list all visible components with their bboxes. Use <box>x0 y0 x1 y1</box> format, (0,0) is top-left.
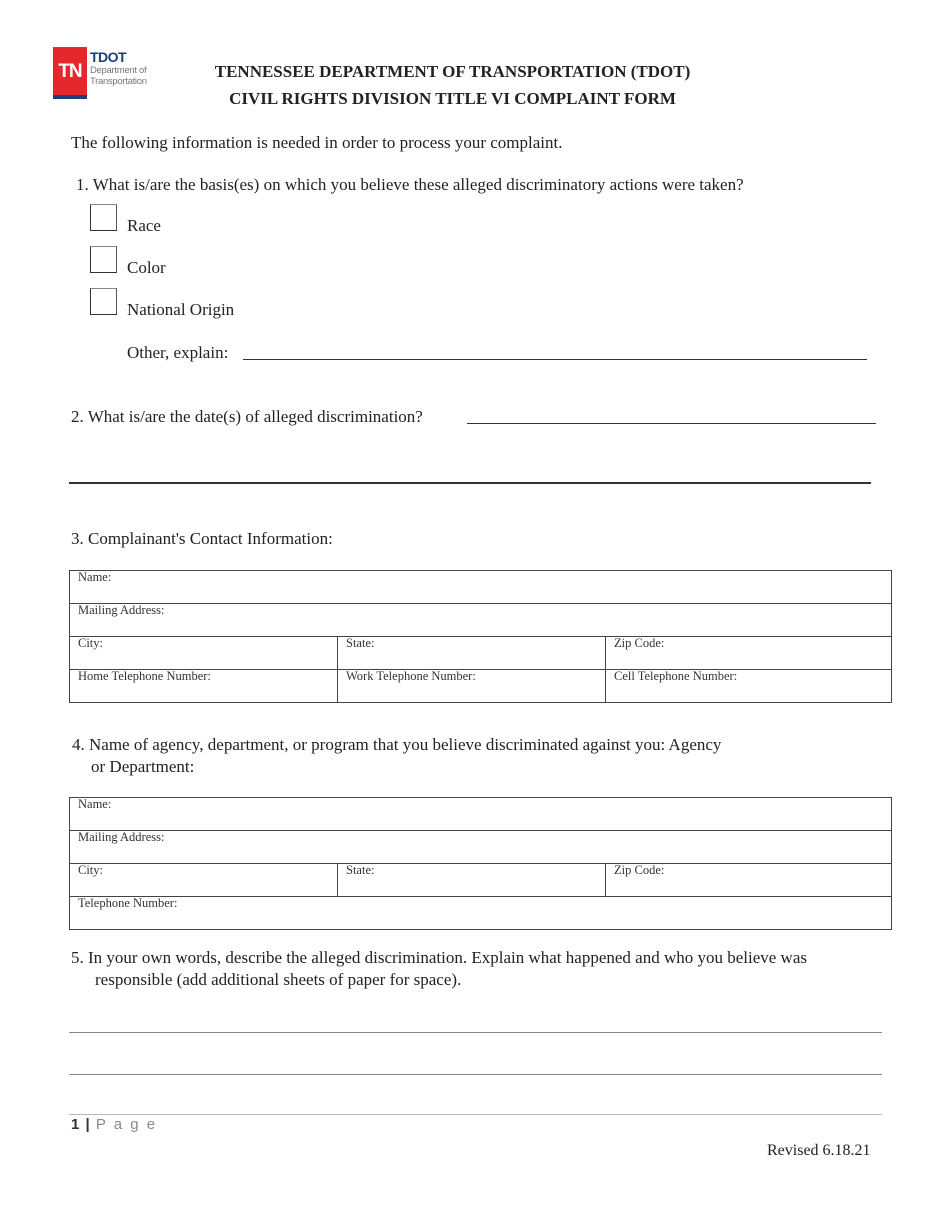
page-word: P a g e <box>95 1116 158 1133</box>
q2-text: 2. What is/are the date(s) of alleged discrimination? <box>71 407 423 426</box>
home-phone-field[interactable] <box>70 670 338 703</box>
other-explain-field[interactable] <box>243 359 867 360</box>
logo-line1: Department of <box>90 65 147 76</box>
agency-phone-field[interactable] <box>70 897 892 930</box>
page-footer: 1 | P a g e <box>71 1116 158 1133</box>
q4-text-line2: or Department: <box>91 757 195 776</box>
q3-title: 3. Complainant's Contact Information: <box>71 529 333 548</box>
work-phone-field[interactable] <box>338 670 606 703</box>
race-checkbox[interactable] <box>90 204 117 231</box>
cell-phone-field[interactable] <box>606 670 892 703</box>
logo-name: TDOT <box>90 49 127 65</box>
agency-zip-field[interactable] <box>606 864 892 897</box>
state-label: State: <box>346 636 375 650</box>
complainant-state-field[interactable] <box>338 637 606 670</box>
national-origin-checkbox[interactable] <box>90 288 117 315</box>
complainant-name-field[interactable] <box>70 571 892 604</box>
national-origin-label: National Origin <box>127 300 235 319</box>
zip-label: Zip Code: <box>614 636 665 650</box>
agency-state-field[interactable] <box>338 864 606 897</box>
intro-text: The following information is needed in order to process your complaint. <box>71 133 563 152</box>
revised-date: Revised 6.18.21 <box>767 1142 871 1159</box>
page-number: 1 <box>71 1116 80 1133</box>
agency-city-label: City: <box>78 863 104 877</box>
q1-text: 1. What is/are the basis(es) on which you believe these alleged discriminatory actions were taken? <box>76 175 744 194</box>
agency-state-label: State: <box>346 863 375 877</box>
logo-underline <box>53 95 87 99</box>
mailing-label: Mailing Address: <box>78 603 165 617</box>
other-explain-label: Other, explain: <box>127 343 229 362</box>
agency-phone-label: Telephone Number: <box>78 896 178 910</box>
tn-badge: TN <box>53 47 87 97</box>
dates-field-line2[interactable] <box>69 482 871 484</box>
name-label: Name: <box>78 570 112 584</box>
q5-text-line1: 5. In your own words, describe the alleged discrimination. Explain what happened and who you believe was <box>71 948 807 967</box>
complainant-contact-table <box>69 570 892 703</box>
dates-field[interactable] <box>467 423 876 424</box>
footer-divider <box>69 1114 882 1115</box>
header-title-line2: CIVIL RIGHTS DIVISION TITLE VI COMPLAINT FORM <box>229 89 676 108</box>
complainant-mailing-field[interactable] <box>70 604 892 637</box>
color-checkbox[interactable] <box>90 246 117 273</box>
tdot-logo <box>53 47 149 103</box>
logo-line2: Transportation <box>90 76 147 87</box>
city-label: City: <box>78 636 104 650</box>
description-line-2[interactable] <box>69 1074 882 1075</box>
agency-mailing-field[interactable] <box>70 831 892 864</box>
agency-name-label: Name: <box>78 797 112 811</box>
header-title-line1: TENNESSEE DEPARTMENT OF TRANSPORTATION (TDOT) <box>214 62 691 81</box>
logo-text <box>90 49 147 87</box>
agency-contact-table <box>69 797 892 930</box>
agency-zip-label: Zip Code: <box>614 863 665 877</box>
agency-city-field[interactable] <box>70 864 338 897</box>
cell-phone-label: Cell Telephone Number: <box>614 669 738 683</box>
agency-name-field[interactable] <box>70 798 892 831</box>
description-line-1[interactable] <box>69 1032 882 1033</box>
work-phone-label: Work Telephone Number: <box>346 669 476 683</box>
q4-text-line1: 4. Name of agency, department, or program that you believe discriminated against you: Agency <box>72 735 722 754</box>
q5-text-line2: responsible (add additional sheets of paper for space). <box>95 970 462 989</box>
color-label: Color <box>127 258 166 277</box>
complainant-city-field[interactable] <box>70 637 338 670</box>
complainant-zip-field[interactable] <box>606 637 892 670</box>
agency-mailing-label: Mailing Address: <box>78 830 165 844</box>
race-label: Race <box>127 216 161 235</box>
home-phone-label: Home Telephone Number: <box>78 669 211 683</box>
